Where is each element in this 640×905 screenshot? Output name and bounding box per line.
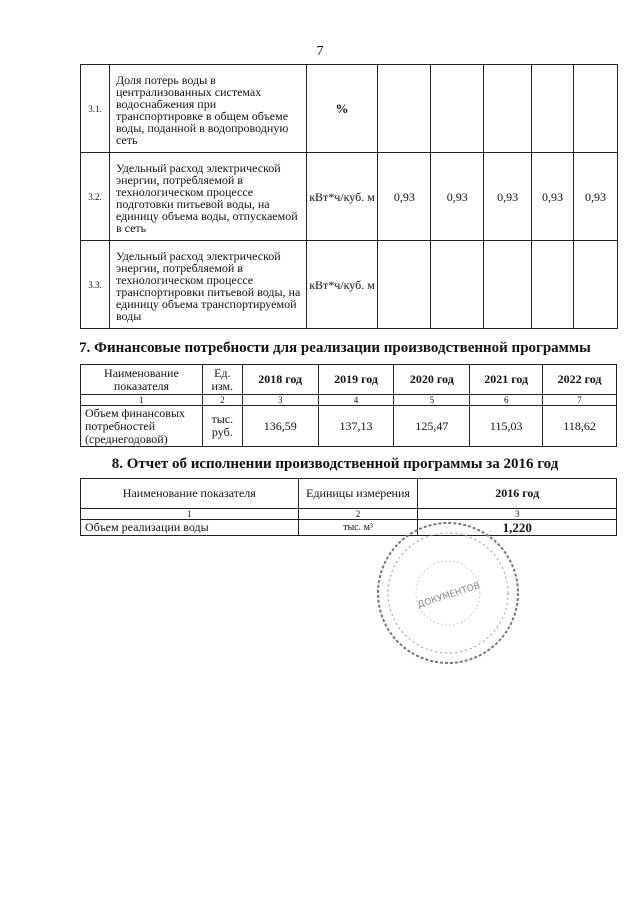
row-value: 137,13: [318, 406, 394, 447]
indicator-name: Доля потерь воды в централизованных системах водоснабжения при транспортировке в общем объеме воды, поданной в водопроводную сеть: [109, 65, 306, 153]
section-8-title: 8. Отчет об исполнении производственной программы за 2016 год: [111, 456, 559, 472]
row-value: 136,59: [242, 406, 318, 447]
indicator-value: [484, 65, 532, 153]
column-index: 1: [81, 395, 203, 406]
official-stamp: [373, 518, 523, 668]
column-index: 1: [81, 509, 299, 520]
column-header: 2019 год: [318, 365, 394, 395]
table-row: [81, 153, 618, 241]
indicator-value: [574, 65, 618, 153]
column-header: Наименование показателя: [81, 365, 203, 395]
indicator-value: 0,93: [574, 153, 618, 241]
table-row: [81, 65, 618, 153]
table-header-row: [81, 479, 617, 509]
row-value: 118,62: [543, 406, 617, 447]
indicator-value: 0,93: [532, 153, 574, 241]
column-index: 4: [318, 395, 394, 406]
column-index: 6: [470, 395, 543, 406]
column-header: 2022 год: [543, 365, 617, 395]
indicator-value: [532, 241, 574, 329]
column-index-row: [81, 395, 617, 406]
column-header: 2016 год: [418, 479, 617, 509]
column-header: 2018 год: [242, 365, 318, 395]
row-number: 3.3.: [81, 241, 110, 329]
column-index: 3: [418, 509, 617, 520]
indicator-value: [378, 241, 431, 329]
column-index-row: [81, 509, 617, 520]
table-row: [81, 406, 617, 447]
stamp-text: ДОКУМЕНТОВ: [416, 581, 482, 611]
indicator-value: [574, 241, 618, 329]
row-value: 125,47: [394, 406, 470, 447]
indicator-value: [532, 65, 574, 153]
indicator-name: Удельный расход электрической энергии, потребляемой в технологическом процессе подготовки питьевой воды, на единицу объема воды, отпускаемой в сеть: [109, 153, 306, 241]
table-header-row: [81, 365, 617, 395]
row-number: 3.2.: [81, 153, 110, 241]
indicator-value: [484, 241, 532, 329]
indicator-unit: %: [306, 65, 378, 153]
column-header: Наименование показателя: [81, 479, 299, 509]
row-name: Объем финансовых потребностей (среднегодовой): [81, 406, 203, 447]
indicator-value: 0,93: [378, 153, 431, 241]
row-unit: тыс. руб.: [202, 406, 242, 447]
section-7-title: 7. Финансовые потребности для реализации производственной программы: [79, 340, 591, 356]
indicator-value: [431, 241, 484, 329]
indicator-name: Удельный расход электрической энергии, потребляемой в технологическом процессе транспортировки питьевой воды, на единицу объема транспортируемой воды: [109, 241, 306, 329]
column-header: 2020 год: [394, 365, 470, 395]
report-table: [80, 478, 617, 536]
table-row: [81, 520, 617, 536]
indicator-value: [378, 65, 431, 153]
column-index: 3: [242, 395, 318, 406]
indicator-value: 0,93: [431, 153, 484, 241]
row-name: Объем реализации воды: [81, 520, 299, 536]
indicator-value: 0,93: [484, 153, 532, 241]
indicator-unit: кВт*ч/куб. м: [306, 153, 378, 241]
column-header: Ед. изм.: [202, 365, 242, 395]
indicators-table: [80, 64, 618, 329]
column-index: 5: [394, 395, 470, 406]
column-header: 2021 год: [470, 365, 543, 395]
column-index: 2: [202, 395, 242, 406]
indicator-value: [431, 65, 484, 153]
finance-table: [80, 364, 617, 447]
table-row: [81, 241, 618, 329]
column-index: 2: [298, 509, 418, 520]
indicator-unit: кВт*ч/куб. м: [306, 241, 378, 329]
page-number: 7: [316, 44, 324, 59]
row-value: 1,220: [418, 520, 617, 536]
row-unit: тыс. м³: [298, 520, 418, 536]
row-value: 115,03: [470, 406, 543, 447]
column-header: Единицы измерения: [298, 479, 418, 509]
column-index: 7: [543, 395, 617, 406]
row-number: 3.1.: [81, 65, 110, 153]
